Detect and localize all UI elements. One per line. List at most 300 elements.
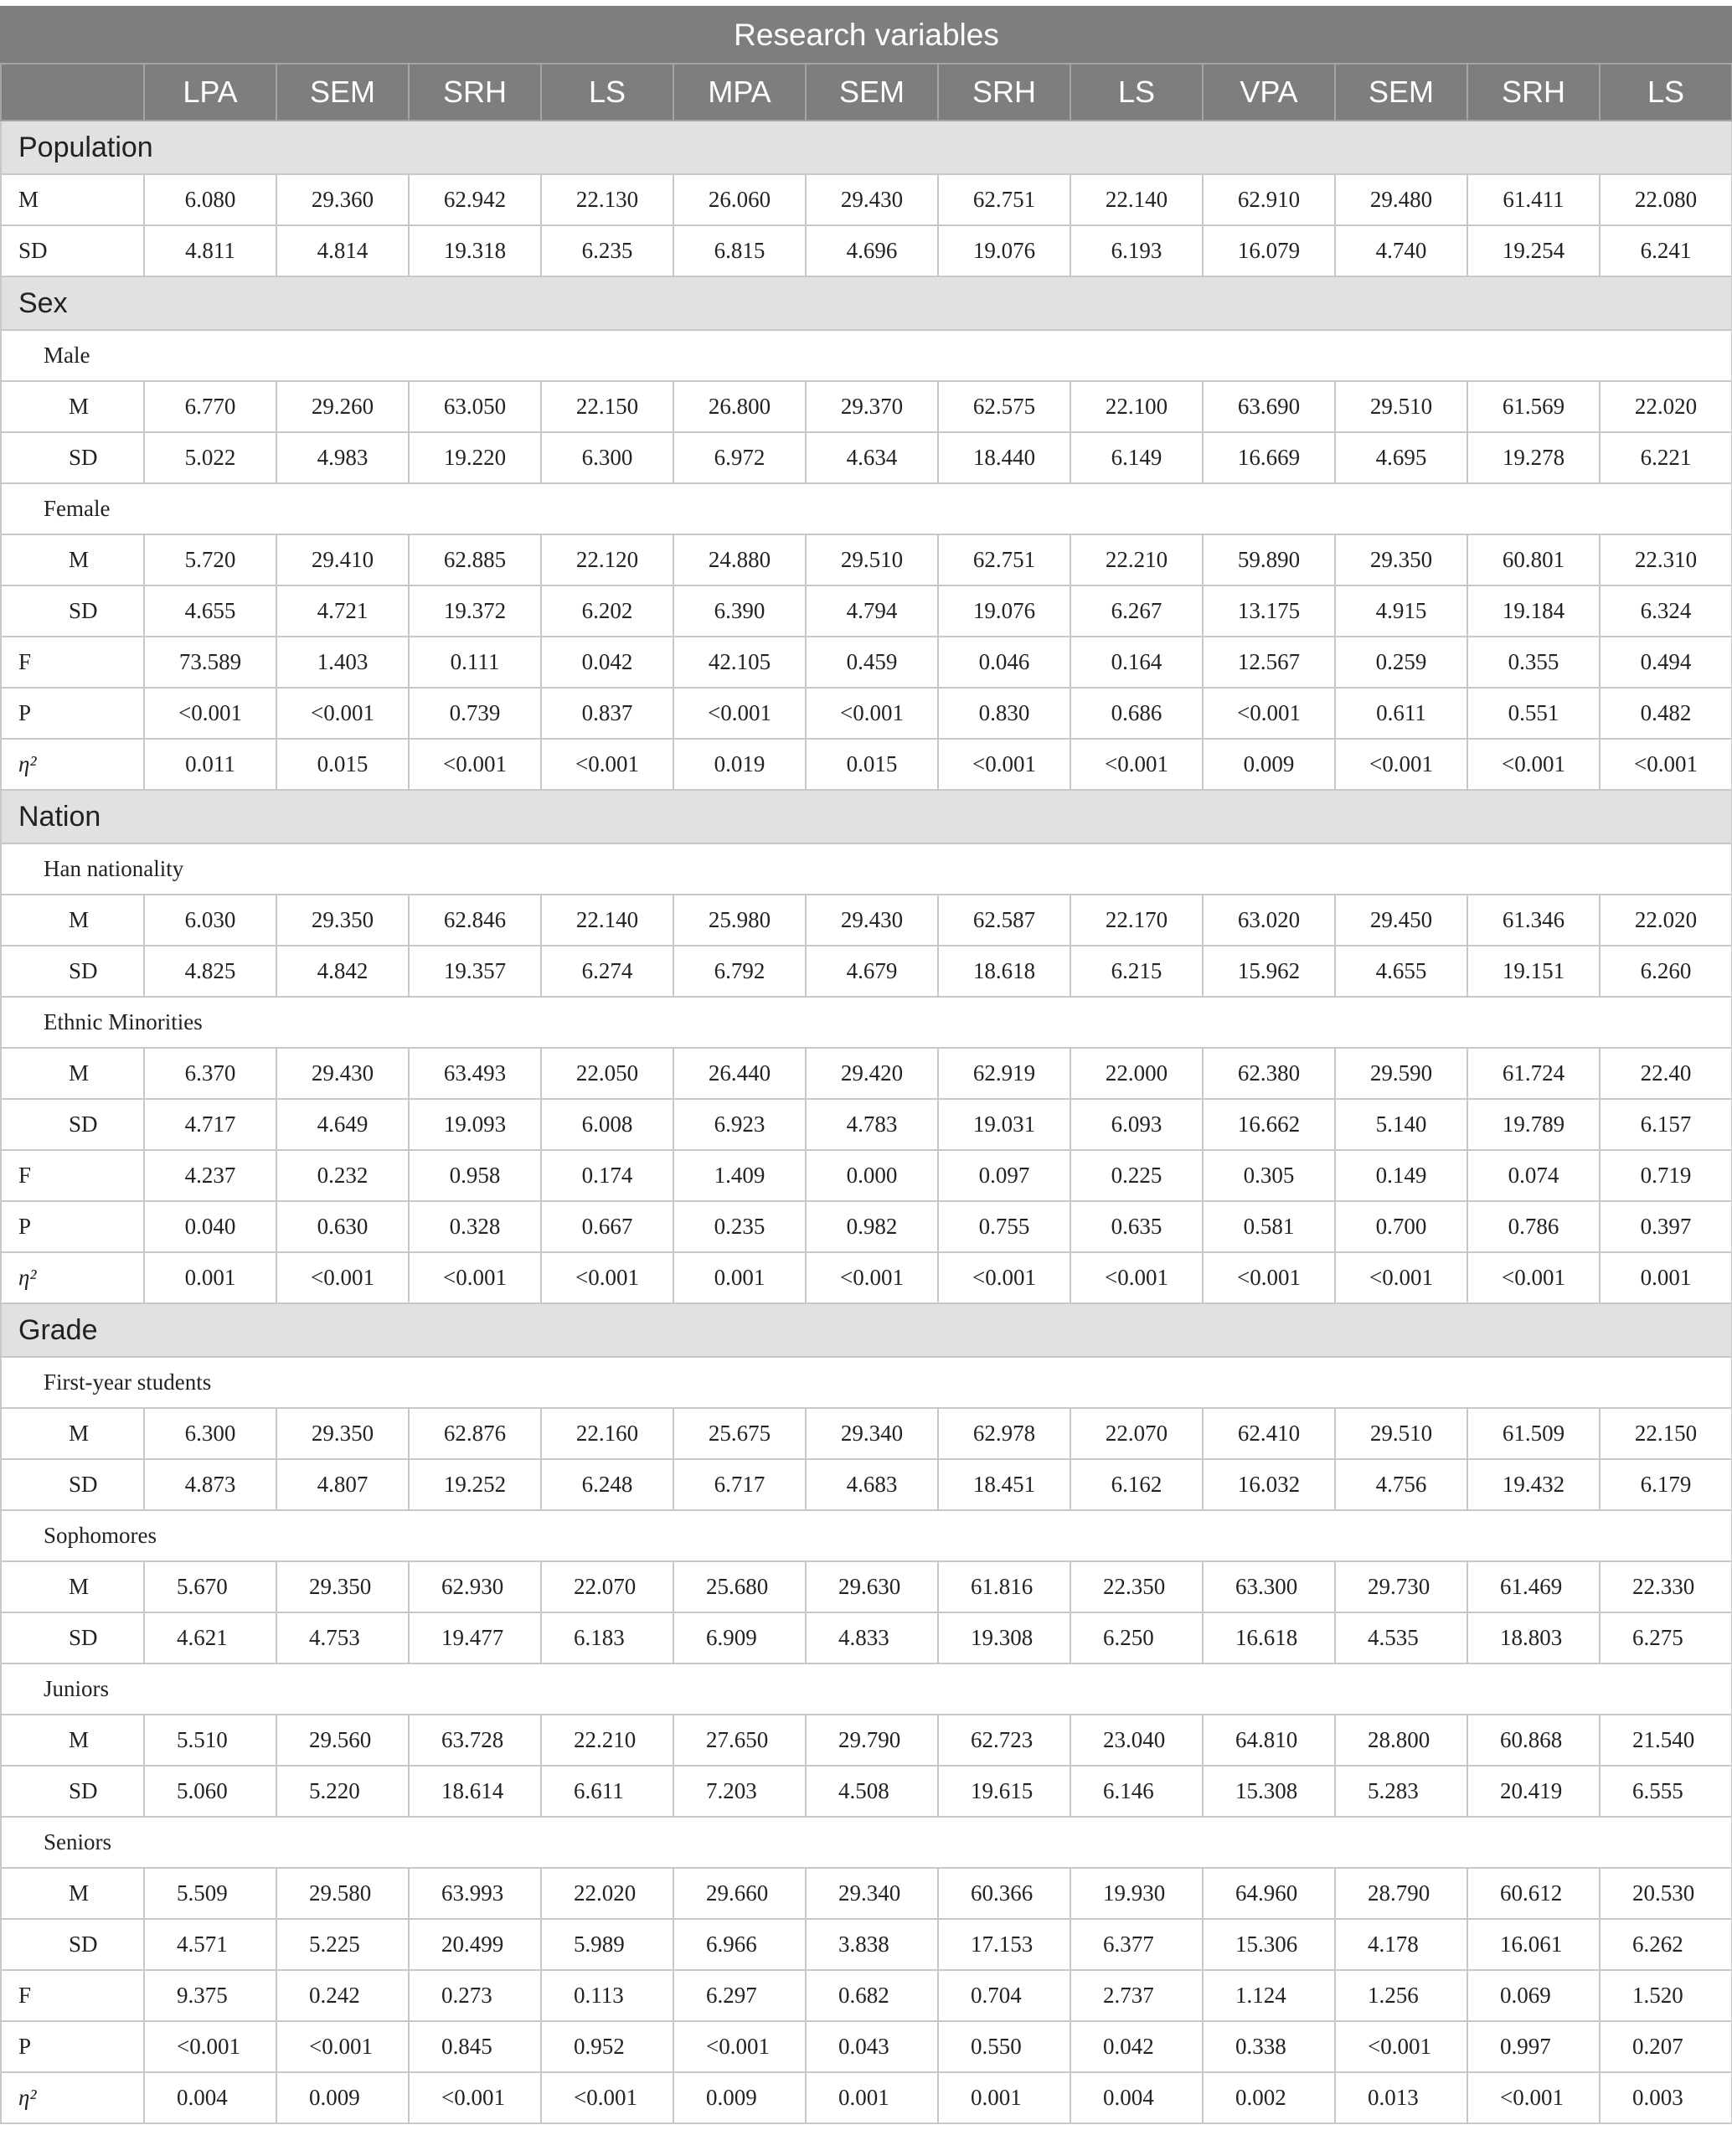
table-cell: 19.093 (409, 1099, 541, 1150)
table-cell: <0.001 (409, 2072, 541, 2123)
group-row (1, 997, 1732, 1048)
table-row (1, 1612, 1732, 1663)
group-row (1, 1663, 1732, 1715)
table-cell: 61.569 (1467, 381, 1600, 432)
table-cell: 0.013 (1335, 2072, 1467, 2123)
table-cell: 60.801 (1467, 534, 1600, 585)
table-cell: 29.660 (673, 1868, 806, 1919)
table-cell: 4.655 (1335, 946, 1467, 997)
row-label: M (1, 1561, 144, 1612)
table-cell: 28.790 (1335, 1868, 1467, 1919)
row-label: M (1, 1408, 144, 1459)
group-label: Seniors (1, 1817, 1732, 1868)
table-cell: 19.930 (1070, 1868, 1203, 1919)
table-cell: <0.001 (1203, 688, 1335, 739)
table-cell: 0.040 (144, 1201, 276, 1252)
table-cell: 61.411 (1467, 174, 1600, 225)
table-cell: 4.717 (144, 1099, 276, 1150)
table-cell: 4.237 (144, 1150, 276, 1201)
table-row (1, 1459, 1732, 1510)
column-header: MPA (673, 64, 806, 121)
table-cell: 0.074 (1467, 1150, 1600, 1201)
table-cell: 4.783 (806, 1099, 938, 1150)
table-cell: 16.618 (1203, 1612, 1335, 1663)
section-label: Sex (1, 276, 1732, 330)
table-cell: <0.001 (276, 2021, 409, 2072)
table-cell: 28.800 (1335, 1715, 1467, 1766)
research-variables-table (0, 6, 1732, 2124)
table-cell: 6.260 (1600, 946, 1732, 997)
table-row (1, 2021, 1732, 2072)
table-cell: 6.390 (673, 585, 806, 637)
table-cell: 0.174 (541, 1150, 673, 1201)
table-title: Research variables (1, 7, 1732, 64)
table-cell: 0.097 (938, 1150, 1070, 1201)
table-cell: 4.721 (276, 585, 409, 637)
table-row (1, 432, 1732, 483)
table-row (1, 534, 1732, 585)
table-cell: 15.308 (1203, 1766, 1335, 1817)
table-cell: 5.220 (276, 1766, 409, 1817)
table-cell: 19.357 (409, 946, 541, 997)
row-label: M (1, 534, 144, 585)
row-label: M (1, 174, 144, 225)
table-cell: 60.366 (938, 1868, 1070, 1919)
table-cell: 6.300 (144, 1408, 276, 1459)
table-cell: 6.324 (1600, 585, 1732, 637)
table-cell: 5.060 (144, 1766, 276, 1817)
table-row (1, 688, 1732, 739)
table-cell: 0.207 (1600, 2021, 1732, 2072)
table-cell: 0.338 (1203, 2021, 1335, 2072)
table-cell: 62.410 (1203, 1408, 1335, 1459)
row-label: M (1, 1048, 144, 1099)
table-cell: 6.274 (541, 946, 673, 997)
column-header: SRH (1467, 64, 1600, 121)
table-cell: 29.590 (1335, 1048, 1467, 1099)
table-cell: 0.355 (1467, 637, 1600, 688)
table-cell: 6.183 (541, 1612, 673, 1663)
table-cell: 22.000 (1070, 1048, 1203, 1099)
table-cell: 22.080 (1600, 174, 1732, 225)
table-cell: 0.630 (276, 1201, 409, 1252)
table-cell: 15.962 (1203, 946, 1335, 997)
table-cell: 61.509 (1467, 1408, 1600, 1459)
table-cell: 0.003 (1600, 2072, 1732, 2123)
table-cell: 6.215 (1070, 946, 1203, 997)
table-row (1, 2072, 1732, 2123)
section-row (1, 1303, 1732, 1357)
table-cell: <0.001 (409, 739, 541, 790)
table-cell: 4.178 (1335, 1919, 1467, 1970)
column-header: LPA (144, 64, 276, 121)
section-label: Population (1, 121, 1732, 174)
table-cell: 22.020 (1600, 895, 1732, 946)
table-cell: 7.203 (673, 1766, 806, 1817)
table-cell: 59.890 (1203, 534, 1335, 585)
table-cell: 0.786 (1467, 1201, 1600, 1252)
table-cell: 16.669 (1203, 432, 1335, 483)
table-cell: 22.070 (1070, 1408, 1203, 1459)
table-cell: 22.150 (1600, 1408, 1732, 1459)
table-cell: 6.966 (673, 1919, 806, 1970)
table-cell: 16.662 (1203, 1099, 1335, 1150)
table-cell: 22.160 (541, 1408, 673, 1459)
table-cell: 25.980 (673, 895, 806, 946)
table-cell: 19.184 (1467, 585, 1600, 637)
table-cell: <0.001 (938, 739, 1070, 790)
table-cell: 0.719 (1600, 1150, 1732, 1201)
table-cell: 0.001 (806, 2072, 938, 2123)
table-row (1, 1970, 1732, 2021)
table-cell: 0.958 (409, 1150, 541, 1201)
table-cell: 19.615 (938, 1766, 1070, 1817)
table-cell: 0.259 (1335, 637, 1467, 688)
table-cell: <0.001 (1070, 739, 1203, 790)
table-row (1, 1561, 1732, 1612)
table-cell: 16.061 (1467, 1919, 1600, 1970)
table-cell: 6.235 (541, 225, 673, 276)
table-cell: 0.686 (1070, 688, 1203, 739)
group-row (1, 1510, 1732, 1561)
column-header: LS (541, 64, 673, 121)
row-label: P (1, 688, 144, 739)
group-label: Male (1, 330, 1732, 381)
table-cell: 0.635 (1070, 1201, 1203, 1252)
table-cell: 61.724 (1467, 1048, 1600, 1099)
table-cell: <0.001 (1467, 2072, 1600, 2123)
table-cell: <0.001 (1335, 739, 1467, 790)
table-row (1, 1150, 1732, 1201)
table-cell: 63.690 (1203, 381, 1335, 432)
table-cell: 2.737 (1070, 1970, 1203, 2021)
table-cell: 19.789 (1467, 1099, 1600, 1150)
table-cell: 6.008 (541, 1099, 673, 1150)
table-cell: 6.030 (144, 895, 276, 946)
table-cell: 19.278 (1467, 432, 1600, 483)
table-cell: 29.480 (1335, 174, 1467, 225)
table-cell: <0.001 (806, 688, 938, 739)
row-label: SD (1, 1919, 144, 1970)
table-cell: 4.634 (806, 432, 938, 483)
table-cell: 19.254 (1467, 225, 1600, 276)
row-label: M (1, 1868, 144, 1919)
table-cell: <0.001 (144, 2021, 276, 2072)
table-cell: <0.001 (276, 688, 409, 739)
table-cell: 3.838 (806, 1919, 938, 1970)
table-cell: 6.909 (673, 1612, 806, 1663)
table-cell: 19.031 (938, 1099, 1070, 1150)
table-cell: 22.070 (541, 1561, 673, 1612)
table-cell: 12.567 (1203, 637, 1335, 688)
table-cell: 42.105 (673, 637, 806, 688)
table-cell: 0.111 (409, 637, 541, 688)
table-cell: <0.001 (1467, 1252, 1600, 1303)
table-cell: 6.241 (1600, 225, 1732, 276)
table-cell: 29.430 (806, 174, 938, 225)
table-cell: 6.080 (144, 174, 276, 225)
table-cell: 1.124 (1203, 1970, 1335, 2021)
table-row (1, 174, 1732, 225)
table-cell: 0.830 (938, 688, 1070, 739)
column-header-blank (1, 64, 144, 121)
table-cell: 22.140 (1070, 174, 1203, 225)
table-cell: 0.459 (806, 637, 938, 688)
table-cell: 6.146 (1070, 1766, 1203, 1817)
table-cell: 64.960 (1203, 1868, 1335, 1919)
table-row (1, 1715, 1732, 1766)
table-cell: 0.755 (938, 1201, 1070, 1252)
table-cell: 16.032 (1203, 1459, 1335, 1510)
table-cell: <0.001 (144, 688, 276, 739)
table-row (1, 946, 1732, 997)
table-cell: 4.679 (806, 946, 938, 997)
row-label: SD (1, 1099, 144, 1150)
table-cell: 6.792 (673, 946, 806, 997)
table-row (1, 1868, 1732, 1919)
table-cell: <0.001 (806, 1252, 938, 1303)
table-cell: 29.580 (276, 1868, 409, 1919)
table-cell: 62.751 (938, 534, 1070, 585)
table-cell: 23.040 (1070, 1715, 1203, 1766)
group-row (1, 483, 1732, 534)
table-cell: 20.499 (409, 1919, 541, 1970)
table-cell: 29.350 (276, 1561, 409, 1612)
row-label: P (1, 1201, 144, 1252)
table-row (1, 1252, 1732, 1303)
row-label: η² (1, 739, 144, 790)
table-row (1, 225, 1732, 276)
table-cell: 29.350 (276, 895, 409, 946)
table-cell: 18.803 (1467, 1612, 1600, 1663)
table-row (1, 739, 1732, 790)
row-label: SD (1, 432, 144, 483)
table-cell: 62.723 (938, 1715, 1070, 1766)
table-cell: 0.232 (276, 1150, 409, 1201)
table-cell: 0.042 (1070, 2021, 1203, 2072)
table-cell: 0.001 (938, 2072, 1070, 2123)
table-cell: 4.695 (1335, 432, 1467, 483)
row-label: SD (1, 225, 144, 276)
table-cell: 5.225 (276, 1919, 409, 1970)
table-cell: 63.728 (409, 1715, 541, 1766)
table-cell: 4.811 (144, 225, 276, 276)
table-row (1, 1408, 1732, 1459)
table-cell: 0.242 (276, 1970, 409, 2021)
table-cell: 6.555 (1600, 1766, 1732, 1817)
table-cell: 61.816 (938, 1561, 1070, 1612)
table-cell: 29.430 (806, 895, 938, 946)
table-cell: 4.655 (144, 585, 276, 637)
table-cell: 1.520 (1600, 1970, 1732, 2021)
table-cell: 6.262 (1600, 1919, 1732, 1970)
row-label: F (1, 1970, 144, 2021)
table-cell: 22.350 (1070, 1561, 1203, 1612)
column-header: LS (1600, 64, 1732, 121)
table-cell: 0.704 (938, 1970, 1070, 2021)
table-cell: 19.372 (409, 585, 541, 637)
table-cell: 4.814 (276, 225, 409, 276)
table-row (1, 895, 1732, 946)
table-cell: 18.451 (938, 1459, 1070, 1510)
group-label: Female (1, 483, 1732, 534)
table-cell: 6.267 (1070, 585, 1203, 637)
table-cell: 62.876 (409, 1408, 541, 1459)
table-cell: 21.540 (1600, 1715, 1732, 1766)
table-cell: 18.618 (938, 946, 1070, 997)
table-cell: 0.845 (409, 2021, 541, 2072)
table-cell: 62.885 (409, 534, 541, 585)
table-cell: 0.739 (409, 688, 541, 739)
table-cell: 62.930 (409, 1561, 541, 1612)
table-cell: 6.300 (541, 432, 673, 483)
table-cell: 0.015 (806, 739, 938, 790)
table-cell: 4.621 (144, 1612, 276, 1663)
table-cell: 6.611 (541, 1766, 673, 1817)
table-cell: 4.873 (144, 1459, 276, 1510)
section-label: Nation (1, 790, 1732, 843)
table-cell: 0.000 (806, 1150, 938, 1201)
table-cell: 6.248 (541, 1459, 673, 1510)
table-cell: 6.162 (1070, 1459, 1203, 1510)
table-cell: 0.043 (806, 2021, 938, 2072)
table-cell: 62.846 (409, 895, 541, 946)
table-cell: 26.800 (673, 381, 806, 432)
table-cell: 6.179 (1600, 1459, 1732, 1510)
table-cell: 4.571 (144, 1919, 276, 1970)
table-cell: 62.575 (938, 381, 1070, 432)
table-cell: 62.978 (938, 1408, 1070, 1459)
table-cell: 0.009 (1203, 739, 1335, 790)
table-cell: <0.001 (1467, 739, 1600, 790)
table-cell: 62.380 (1203, 1048, 1335, 1099)
table-cell: 62.910 (1203, 174, 1335, 225)
table-cell: 5.509 (144, 1868, 276, 1919)
section-row (1, 276, 1732, 330)
table-cell: 29.340 (806, 1868, 938, 1919)
column-header: SEM (806, 64, 938, 121)
table-cell: 22.120 (541, 534, 673, 585)
table-cell: 63.020 (1203, 895, 1335, 946)
table-cell: 4.753 (276, 1612, 409, 1663)
table-cell: 6.815 (673, 225, 806, 276)
table-cell: 25.680 (673, 1561, 806, 1612)
table-cell: 9.375 (144, 1970, 276, 2021)
table-cell: 19.477 (409, 1612, 541, 1663)
table-cell: <0.001 (541, 1252, 673, 1303)
table-cell: 0.482 (1600, 688, 1732, 739)
table-cell: 0.581 (1203, 1201, 1335, 1252)
row-label: M (1, 1715, 144, 1766)
column-header-row (1, 64, 1732, 121)
table-cell: 0.015 (276, 739, 409, 790)
group-label: Sophomores (1, 1510, 1732, 1561)
table-cell: 0.997 (1467, 2021, 1600, 2072)
table-cell: 29.430 (276, 1048, 409, 1099)
table-cell: 64.810 (1203, 1715, 1335, 1766)
table-cell: 0.682 (806, 1970, 938, 2021)
table-cell: 6.923 (673, 1099, 806, 1150)
table-cell: 0.149 (1335, 1150, 1467, 1201)
table-cell: 6.717 (673, 1459, 806, 1510)
row-label: SD (1, 1459, 144, 1510)
row-label: η² (1, 1252, 144, 1303)
table-body (1, 121, 1732, 2123)
column-header: LS (1070, 64, 1203, 121)
table-cell: 6.157 (1600, 1099, 1732, 1150)
table-cell: 0.002 (1203, 2072, 1335, 2123)
group-label: Ethnic Minorities (1, 997, 1732, 1048)
table-cell: 0.009 (276, 2072, 409, 2123)
table-cell: 0.235 (673, 1201, 806, 1252)
table-cell: 6.093 (1070, 1099, 1203, 1150)
table-cell: 22.150 (541, 381, 673, 432)
section-row (1, 121, 1732, 174)
table-cell: 63.300 (1203, 1561, 1335, 1612)
table-cell: 29.340 (806, 1408, 938, 1459)
table-cell: 0.009 (673, 2072, 806, 2123)
table-cell: 26.440 (673, 1048, 806, 1099)
table-cell: 25.675 (673, 1408, 806, 1459)
table-cell: 19.318 (409, 225, 541, 276)
table-cell: 4.825 (144, 946, 276, 997)
table-cell: <0.001 (1600, 739, 1732, 790)
table-cell: 22.100 (1070, 381, 1203, 432)
table-cell: 0.273 (409, 1970, 541, 2021)
table-cell: 22.170 (1070, 895, 1203, 946)
table-cell: 4.807 (276, 1459, 409, 1510)
group-row (1, 843, 1732, 895)
table-cell: 0.837 (541, 688, 673, 739)
table-cell: 6.149 (1070, 432, 1203, 483)
table-cell: 19.220 (409, 432, 541, 483)
table-cell: <0.001 (673, 2021, 806, 2072)
table-row (1, 1919, 1732, 1970)
row-label: F (1, 1150, 144, 1201)
table-cell: 6.221 (1600, 432, 1732, 483)
row-label: F (1, 637, 144, 688)
table-cell: <0.001 (1070, 1252, 1203, 1303)
table-cell: 6.250 (1070, 1612, 1203, 1663)
table-cell: 29.370 (806, 381, 938, 432)
table-cell: <0.001 (541, 2072, 673, 2123)
group-label: Juniors (1, 1663, 1732, 1715)
row-label: P (1, 2021, 144, 2072)
table-cell: 0.019 (673, 739, 806, 790)
table-cell: 29.560 (276, 1715, 409, 1766)
table-cell: 29.410 (276, 534, 409, 585)
table-cell: 0.982 (806, 1201, 938, 1252)
table-cell: 22.050 (541, 1048, 673, 1099)
table-cell: 29.730 (1335, 1561, 1467, 1612)
row-label: M (1, 895, 144, 946)
group-label: First-year students (1, 1357, 1732, 1408)
table-cell: 0.667 (541, 1201, 673, 1252)
table-cell: 6.297 (673, 1970, 806, 2021)
table-cell: 26.060 (673, 174, 806, 225)
row-label: M (1, 381, 144, 432)
table-cell: 5.720 (144, 534, 276, 585)
table-cell: <0.001 (1335, 2021, 1467, 2072)
table-cell: 4.915 (1335, 585, 1467, 637)
table-cell: 6.275 (1600, 1612, 1732, 1663)
group-row (1, 1357, 1732, 1408)
table-cell: 0.164 (1070, 637, 1203, 688)
table-cell: 29.260 (276, 381, 409, 432)
group-row (1, 330, 1732, 381)
table-cell: 20.419 (1467, 1766, 1600, 1817)
table-cell: 6.202 (541, 585, 673, 637)
